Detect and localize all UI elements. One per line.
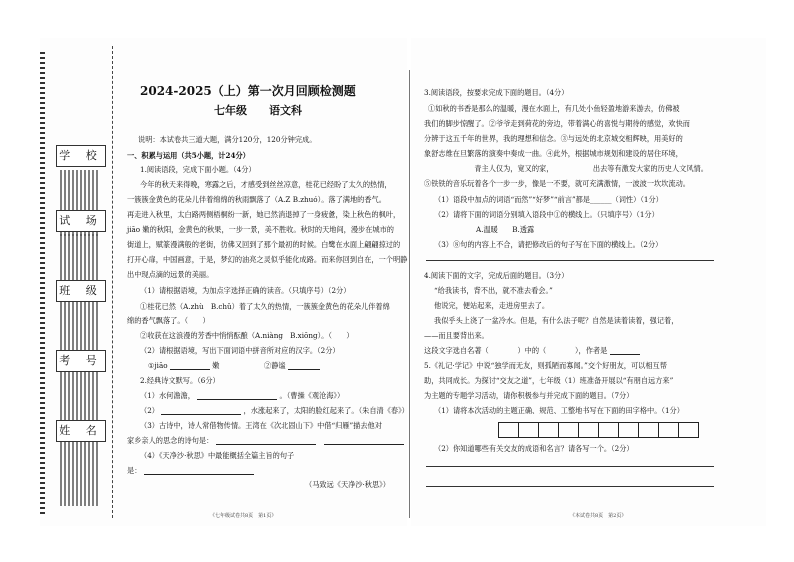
right-page-footer: 《本试卷共8页 第2页》 — [570, 513, 627, 519]
answer-blank[interactable] — [216, 444, 316, 445]
question-1-2-b: ②静谧 — [264, 361, 320, 370]
passage-line: 再走进入秋里，太白路两侧梧桐纷一新，她已然消退掉了一身疲惫，染上秋色的枫叶， — [127, 210, 401, 219]
grid-cell[interactable] — [659, 423, 679, 437]
passage-line: 一簇簇金黄色的花朵儿伴着绵绵的秋雨飘落了（A.Z B.zhuó）。落了满地的香气。 — [127, 195, 386, 204]
answer-line[interactable] — [426, 260, 714, 261]
question-3-2: （2）请将下面的词语分别填入语段中①的横线上。（只填序号）（1分） — [434, 210, 659, 219]
passage-line: 街道上，赋篆漫满般的老街，彷佛又回到了那个最初的时候。白鹭在水面上翩翩掠过的 — [127, 240, 401, 249]
answer-blank[interactable] — [161, 414, 241, 415]
question-5-1: （1）请将本次活动的主题正确、规范、工整地书写在下面的田字格中。（1分） — [434, 406, 684, 415]
question-1-1-a-blank[interactable]: 绵的香气飘落了。（ ） — [127, 316, 210, 325]
question-1-1-a: ①桂花已然（A.zhù B.chǔ）着了太久的热情，一簇簇金黄色的花朵儿伴着绵 — [140, 302, 390, 311]
answer-blank[interactable] — [288, 369, 320, 370]
exam-subtitle: 七年级 语文科 — [214, 104, 302, 117]
grid-cell[interactable] — [639, 423, 659, 437]
question-2-4: （4）《天净沙·秋思》中最能概括全篇主旨的句子 — [140, 451, 295, 460]
question-2-4-source: （马致远《天净沙·秋思》） — [305, 480, 390, 489]
binding-hatch — [60, 440, 100, 506]
grid-cell[interactable] — [499, 423, 519, 437]
section-1-heading: 一、积累与运用（共5小题，计24分） — [127, 151, 250, 160]
exam-notice: 说明：本试卷共三道大题，满分120分，120分钟完成。 — [138, 135, 317, 144]
school-label: 学 校 — [56, 145, 106, 167]
question-2-3-b: 家乡亲人的思念的诗句是： — [127, 436, 404, 445]
grid-cell[interactable] — [679, 423, 698, 437]
answer-blank[interactable] — [144, 474, 254, 475]
page-divider — [409, 70, 410, 518]
question-1-1: （1）请根据语境，为加点字选择正确的读音。（只填序号）（2分） — [140, 286, 351, 295]
question-5-2: （2）你知道哪些有关交友的成语和名言？请各写一个。（2分） — [434, 444, 634, 453]
class-label: 班 级 — [56, 280, 106, 302]
question-1-1-b[interactable]: ②收获在这浪漫的芳香中悄悄酝酿（A.niàng B.xiōng）。（ ） — [140, 331, 354, 340]
question-2-2: （2） ，水涨起来了，太阳的脸红起来了。（朱自清《春》） — [140, 406, 409, 415]
question-3-3: （3）⑧句的内容上不合，请把修改后的句子写在下面的横线上。（2分） — [434, 240, 663, 249]
answer-line[interactable] — [426, 466, 714, 467]
passage-line: jiāo 嫩的秋阳，金黄色的秋果，一步一景，美不胜收。秋时的天地间，漫步在城市的 — [127, 225, 394, 234]
question-5-line: 助，共同成长。为探讨“交友之道”，七年级（1）班准备开展以“有朋自远方来” — [424, 376, 674, 385]
answer-blank[interactable] — [197, 399, 277, 400]
passage-line: 今年的秋天来得晚，寒露之后，才感受到丝丝凉意，桂花已经盼了太久的热情， — [140, 180, 392, 189]
question-4-quote: “给我读书，背不出，就不准去看会。” — [434, 286, 553, 295]
q3-passage-line: ①如秋的书香是那么的温暖，漫在水面上，有几处小鱼轻盈地游来游去，仿佛被 — [428, 104, 680, 113]
grid-cell[interactable] — [579, 423, 599, 437]
question-4-prompt: 这段文字选自名著（ ）中的（ ），作者是 — [424, 346, 640, 355]
question-3-title: 3.阅读语段，按要求完成下面的题目。（4分） — [424, 88, 569, 97]
question-4-line: ——而且要背出来。 — [424, 331, 489, 340]
question-2-4-b: 是： — [127, 466, 254, 475]
binding-cut-line — [112, 46, 119, 518]
question-4-line: 我似乎头上浇了一盆冷水。但是，有什么法子呢？自然是读着读着，强记着， — [434, 316, 679, 325]
answer-blank[interactable] — [324, 444, 404, 445]
tianzige-grid[interactable] — [498, 422, 699, 438]
q3-passage-line: 我们的脚步惊醒了。②爷爷走到荷花的旁边，带着满心的喜悦与期待的感觉，欢快而 — [424, 119, 690, 128]
question-3-2-options: A.温暖 B.透露 — [476, 225, 535, 234]
exam-room-label: 试 场 — [56, 210, 106, 232]
grid-cell[interactable] — [519, 423, 539, 437]
q3-passage-line: 青主人仅为，宽又的家， 出去等有激发大家的历史人文风情。 — [424, 164, 708, 173]
passage-line: 出中现点滴的远景的美丽。 — [127, 270, 214, 279]
grid-cell[interactable] — [619, 423, 639, 437]
grid-cell[interactable] — [559, 423, 579, 437]
q3-passage-line: 象舒志维在旦繁落的演奏中奏成一曲。④此外，根据城市规划和建设的居住环境， — [424, 149, 683, 158]
question-5-line: 为主题的专题学习活动，请你积极参与并完成下面的题目。（7分） — [424, 391, 634, 400]
question-1-2: （2）请根据语境，写出下面词语中拼音所对应的汉字。（2分） — [140, 346, 340, 355]
grid-cell[interactable] — [599, 423, 619, 437]
answer-blank[interactable] — [610, 354, 640, 355]
q3-passage-line: 分辨于这五千年的世界，我的理想和信念。③与远处的北京城交相辉映，用美好的 — [424, 134, 683, 143]
grid-cell[interactable] — [539, 423, 559, 437]
question-1-2-a: ①jiāo 嫩 — [148, 361, 220, 370]
q3-passage-line: ⑤铁铁的音乐玩着各个一步一步，像是一不要，就可充满激情，一波波一坎坎流动。 — [424, 179, 690, 188]
exam-title: 2024-2025（上）第一次月回顾检测题 — [140, 84, 356, 98]
name-label: 姓 名 — [56, 420, 106, 442]
question-1-title: 1.阅读语段，完成下面小题。（4分） — [140, 165, 256, 174]
binding-stripe — [40, 52, 45, 517]
question-5-title: 5.《礼记·学记》中说“独学而无友，则孤陋而寡闻。”交个好朋友，可以相互帮 — [424, 361, 667, 370]
question-3-1: （1）语段中加点的词语“而然”“好梦”“前言”都是______（词性）（1分） — [434, 195, 663, 204]
question-4-title: 4.阅读下面的文字，完成后面的题目。（3分） — [424, 271, 569, 280]
answer-line[interactable] — [426, 486, 714, 487]
exam-number-label: 考 号 — [56, 350, 106, 372]
question-2-1: （1）水何澹澹， 。（曹操《观沧海》） — [140, 391, 345, 400]
question-4-line: 他说完，便站起来，走进房里去了。 — [434, 301, 550, 310]
question-2-3: （3）古诗中，诗人常借物传情。王湾在《次北固山下》中借“归雁”描去他对 — [140, 421, 382, 430]
question-2-title: 2.经典诗文默写。（6分） — [140, 376, 220, 385]
passage-line: 打开心扉，中国画意，于是，梦幻的油亮之灵似乎能化成路。而来你回到自在，一个明静 — [127, 255, 408, 264]
left-page-footer: 《七年级试卷共8页 第1页》 — [210, 513, 277, 519]
answer-blank[interactable] — [170, 369, 210, 370]
